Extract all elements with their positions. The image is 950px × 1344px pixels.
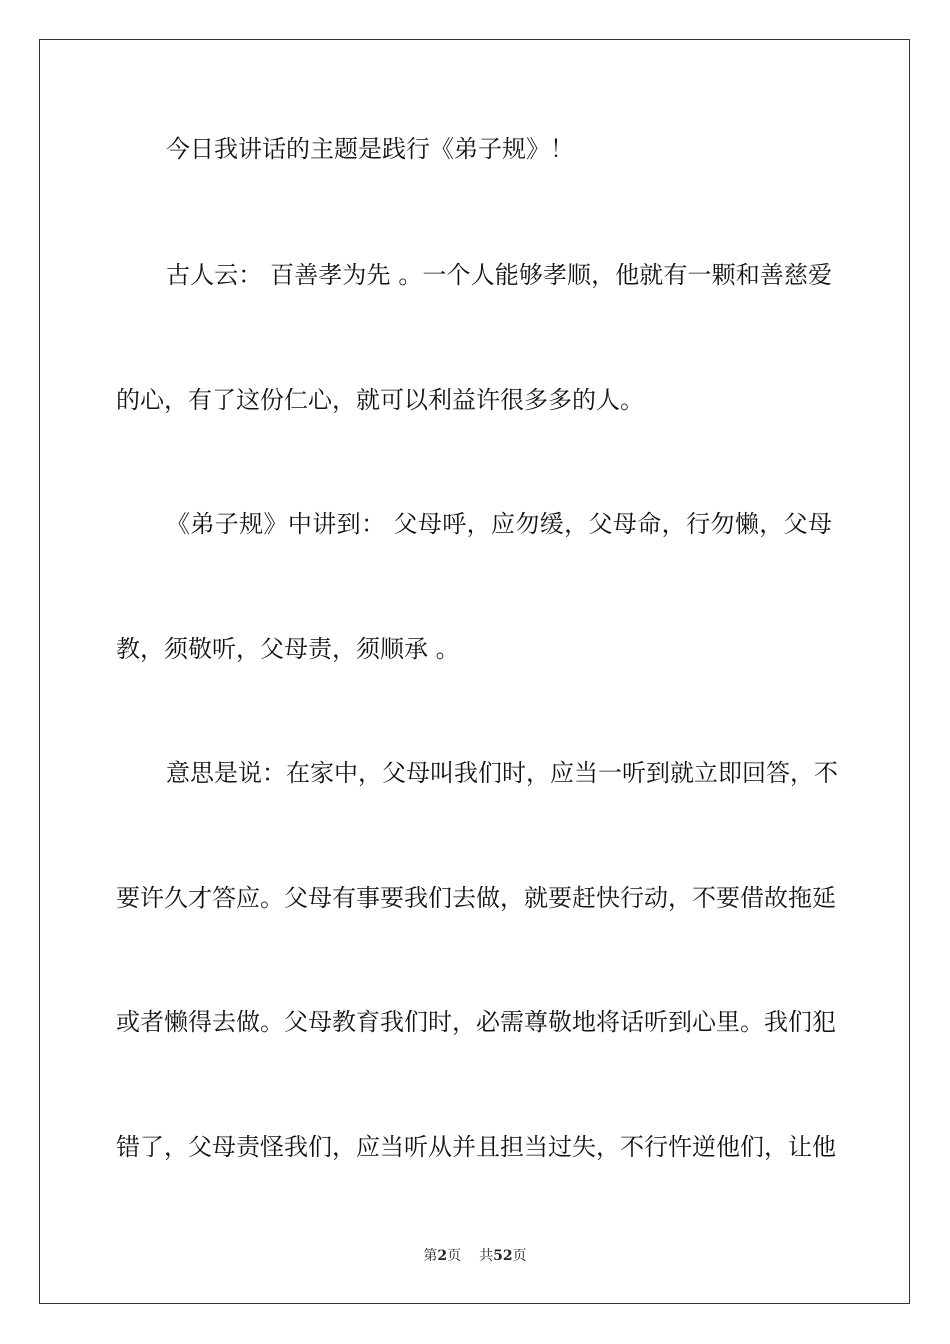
paragraph-line-9: 错了，父母责怪我们，应当听从并且担当过失，不行忤逆他们，让他 [116, 1133, 836, 1161]
paragraph-line-1: 今日我讲话的主题是践行《弟子规》！ [166, 135, 574, 163]
footer-total-prefix: 共 [479, 1248, 494, 1264]
paragraph-line-5: 教，须敬听，父母责，须顺承 。 [116, 635, 460, 663]
paragraph-line-7: 要许久才答应。父母有事要我们去做，就要赶快行动，不要借故拖延 [116, 884, 836, 912]
paragraph-line-6: 意思是说：在家中，父母叫我们时，应当一听到就立即回答，不 [166, 759, 838, 787]
paragraph-line-8: 或者懒得去做。父母教育我们时，必需尊敬地将话听到心里。我们犯 [116, 1008, 836, 1036]
footer-page-number: 2 [437, 1248, 448, 1264]
footer-total-suffix: 页 [512, 1248, 527, 1264]
page-border [39, 39, 910, 1304]
paragraph-line-4: 《弟子规》中讲到： 父母呼，应勿缓，父母命，行勿懒，父母 [166, 510, 832, 538]
page-footer [0, 1246, 950, 1266]
footer-page-suffix: 页 [447, 1248, 462, 1264]
paragraph-line-2: 古人云： 百善孝为先 。一个人能够孝顺，他就有一颗和善慈爱 [166, 261, 832, 289]
footer-page-prefix: 第 [423, 1248, 438, 1264]
paragraph-line-3: 的心，有了这份仁心，就可以利益许很多多的人。 [116, 386, 644, 414]
footer-total-number: 52 [493, 1248, 513, 1264]
